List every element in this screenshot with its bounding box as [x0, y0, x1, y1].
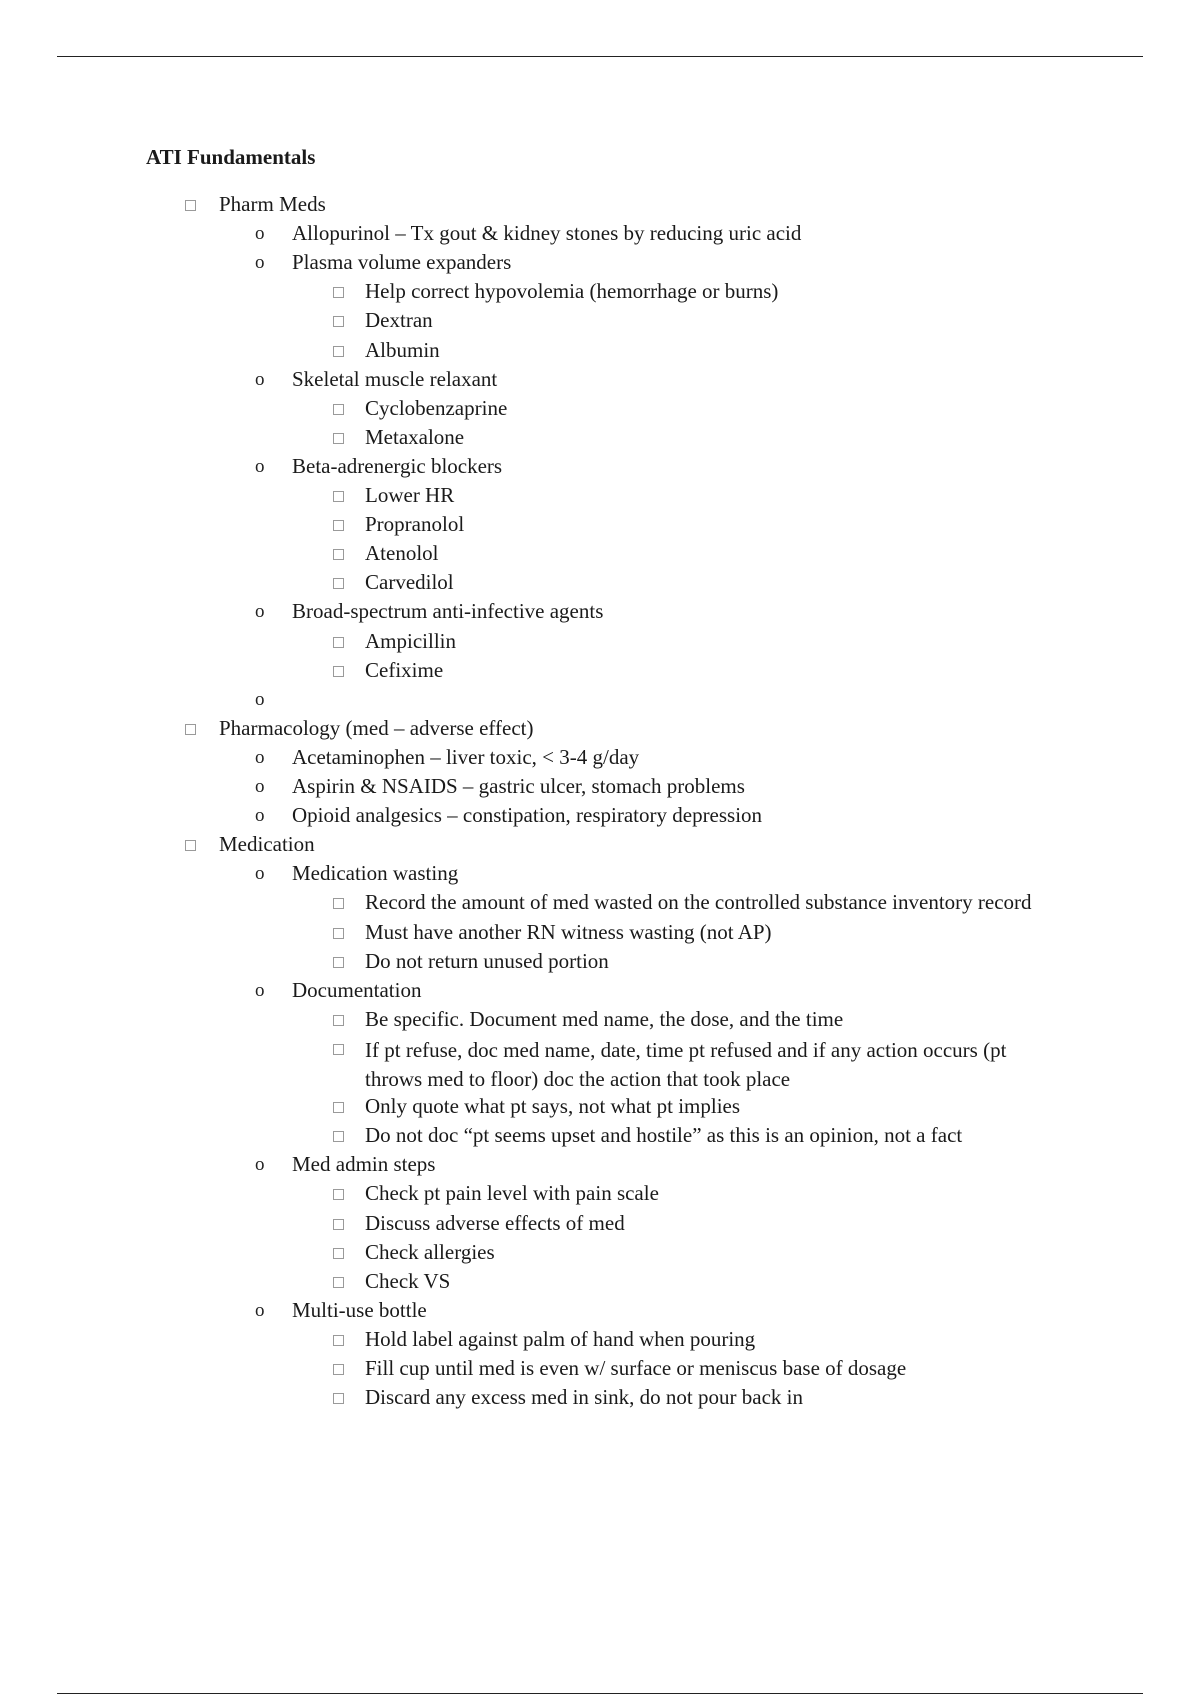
outline-subitem: Discuss adverse effects of med: [365, 1210, 625, 1235]
outline-subitem: Ampicillin: [365, 628, 456, 653]
outline-subitem: Be specific. Document med name, the dose, and the time: [365, 1006, 844, 1031]
checkbox-bullet-icon: [333, 1393, 344, 1404]
outline-item: Beta-adrenergic blockers: [292, 453, 503, 478]
outline-subitem: Only quote what pt says, not what pt implies: [365, 1094, 741, 1119]
circle-bullet-icon: o: [255, 601, 265, 623]
outline-subitem: Hold label against palm of hand when pouring: [365, 1326, 756, 1351]
outline-subitem-line: If pt refuse, doc med name, date, time pt refused and if any action occurs (pt: [365, 1037, 1007, 1062]
checkbox-bullet-icon: [333, 1189, 344, 1200]
circle-bullet-icon: o: [255, 1154, 265, 1176]
outline-item: Medication wasting: [292, 861, 459, 886]
outline-subitem: Cefixime: [365, 657, 444, 682]
outline-subitem: Lower HR: [365, 483, 455, 507]
outline-subitem: Check allergies: [365, 1239, 495, 1264]
checkbox-bullet-icon: [333, 1102, 344, 1113]
checkbox-bullet-icon: [333, 520, 344, 531]
checkbox-bullet-icon: [333, 404, 344, 415]
circle-bullet-icon: o: [255, 688, 265, 710]
checkbox-bullet-icon: [333, 1364, 344, 1375]
circle-bullet-icon: o: [255, 746, 265, 768]
outline-subitem: Do not doc “pt seems upset and hostile” as this is an opinion, not a fact: [365, 1123, 963, 1148]
checkbox-bullet-icon: [333, 898, 344, 909]
checkbox-bullet-icon: [185, 200, 196, 211]
outline-item: Allopurinol – Tx gout & kidney stones by reducing uric acid: [292, 221, 802, 246]
outline-subitem: Atenolol: [365, 541, 439, 566]
checkbox-bullet-icon: [333, 1335, 344, 1346]
outline-subitem: Carvedilol: [365, 570, 454, 595]
outline-subitem-line: throws med to floor) doc the action that took place: [365, 1066, 791, 1091]
circle-bullet-icon: o: [255, 776, 265, 797]
checkbox-bullet-icon: [333, 287, 344, 298]
circle-bullet-icon: o: [255, 223, 265, 245]
header-rule: [57, 56, 1143, 57]
checkbox-bullet-icon: [333, 1219, 344, 1230]
outline-subitem: Dextran: [365, 308, 433, 333]
outline-subitem: Check VS: [365, 1268, 451, 1293]
checkbox-bullet-icon: [333, 1248, 344, 1259]
checkbox-bullet-icon: [333, 346, 344, 357]
circle-bullet-icon: o: [255, 979, 265, 1001]
outline-subitem: Record the amount of med wasted on the controlled substance inventory record: [365, 890, 1032, 915]
checkbox-bullet-icon: [333, 433, 344, 444]
outline-item: Skeletal muscle relaxant: [292, 366, 498, 391]
outline-item: Plasma volume expanders: [292, 250, 512, 275]
outline-item: Opioid analgesics – constipation, respiratory depression: [292, 803, 763, 828]
outline-subitem: Albumin: [365, 337, 440, 362]
outline-item: Multi-use bottle: [292, 1297, 427, 1322]
outline-subitem: Check pt pain level with pain scale: [365, 1181, 659, 1206]
circle-bullet-icon: o: [255, 455, 265, 477]
section-heading: Medication: [219, 832, 315, 857]
checkbox-bullet-icon: [333, 491, 344, 502]
outline-item: Aspirin & NSAIDS – gastric ulcer, stomach problems: [292, 774, 745, 798]
checkbox-bullet-icon: [185, 724, 196, 735]
outline-item: Med admin steps: [292, 1152, 436, 1177]
outline-item: Acetaminophen – liver toxic, < 3-4 g/day: [292, 744, 640, 769]
footer-rule: [57, 1693, 1143, 1694]
checkbox-bullet-icon: [333, 957, 344, 968]
checkbox-bullet-icon: [333, 1277, 344, 1288]
outline-subitem: Help correct hypovolemia (hemorrhage or burns): [365, 279, 779, 304]
outline-subitem: Discard any excess med in sink, do not pour back in: [365, 1385, 803, 1410]
checkbox-bullet-icon: [333, 549, 344, 560]
outline-subitem: Fill cup until med is even w/ surface or meniscus base of dosage: [365, 1356, 907, 1380]
outline-subitem: Metaxalone: [365, 424, 465, 449]
checkbox-bullet-icon: [333, 1015, 344, 1026]
circle-bullet-icon: o: [255, 863, 265, 885]
section-heading: Pharmacology (med – adverse effect): [219, 715, 534, 740]
outline-subitem: Cyclobenzaprine: [365, 395, 508, 420]
circle-bullet-icon: o: [255, 805, 265, 827]
checkbox-bullet-icon: [333, 637, 344, 648]
checkbox-bullet-icon: [333, 1044, 344, 1055]
checkbox-bullet-icon: [333, 928, 344, 939]
outline-subitem: Do not return unused portion: [365, 948, 609, 973]
outline-item: Broad-spectrum anti-infective agents: [292, 599, 604, 624]
section-heading: Pharm Meds: [219, 192, 326, 216]
outline-subitem: Must have another RN witness wasting (not AP): [365, 919, 772, 944]
circle-bullet-icon: o: [255, 252, 265, 274]
circle-bullet-icon: o: [255, 368, 265, 390]
outline-subitem: [365, 1036, 1006, 1094]
outline-item: Documentation: [292, 977, 422, 1002]
outline-subitem: Propranolol: [365, 512, 465, 537]
circle-bullet-icon: o: [255, 1299, 265, 1321]
checkbox-bullet-icon: [333, 578, 344, 589]
checkbox-bullet-icon: [333, 1131, 344, 1142]
checkbox-bullet-icon: [333, 666, 344, 677]
document-title: ATI Fundamentals: [146, 145, 316, 169]
checkbox-bullet-icon: [185, 840, 196, 851]
checkbox-bullet-icon: [333, 316, 344, 327]
